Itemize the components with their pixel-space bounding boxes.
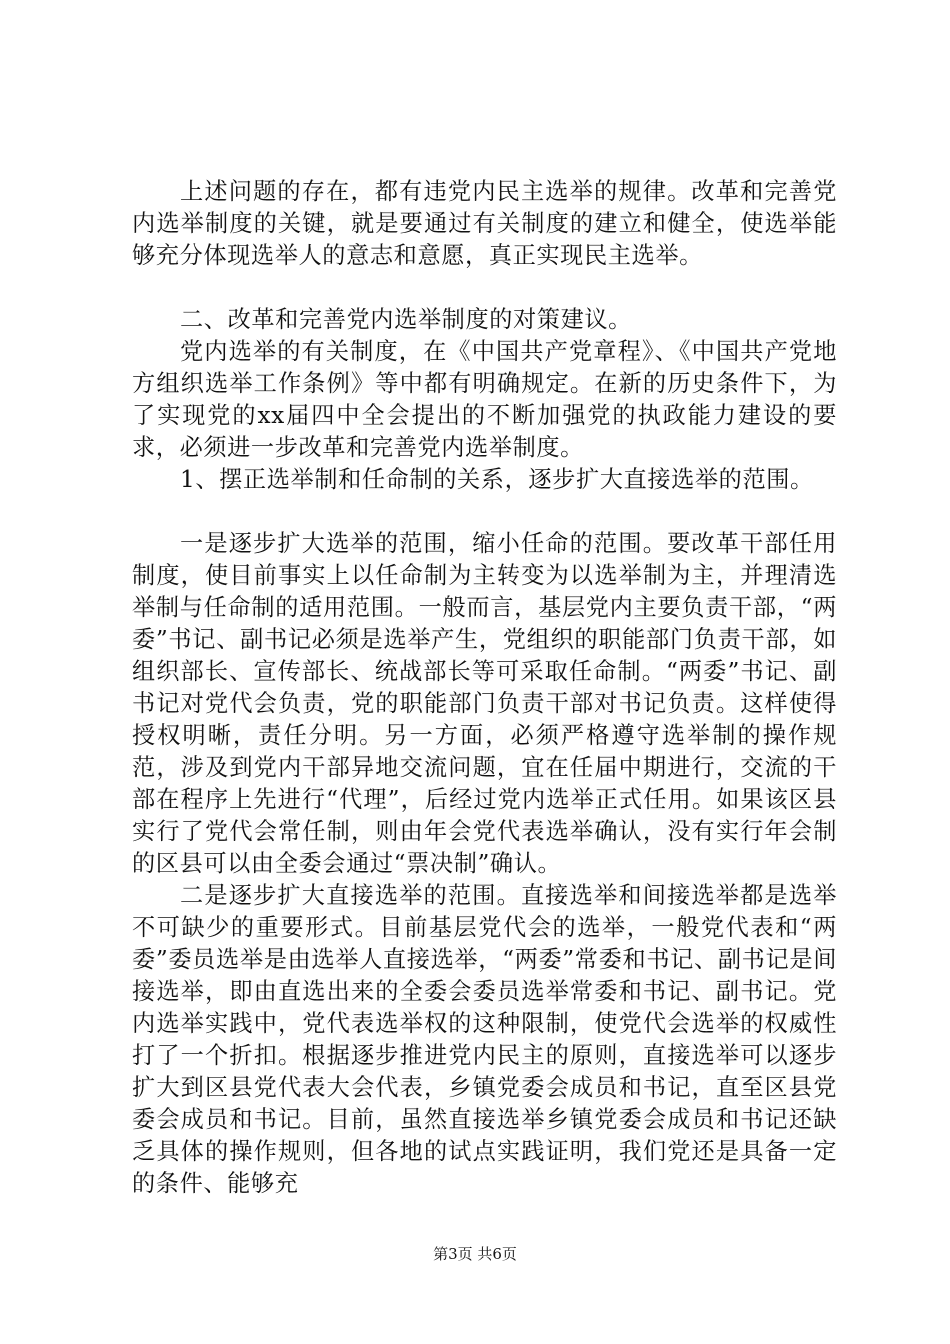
paragraph-problem-summary: 上述问题的存在，都有违党内民主选举的规律。改革和完善党内选举制度的关键，就是要通过有关制度的建立和健全，使选举能够充分体现选举人的意志和意愿，真正实现民主选举。 xyxy=(132,178,837,269)
section-heading-2: 二、改革和完善党内选举制度的对策建议。 xyxy=(180,306,632,333)
document-body xyxy=(132,176,837,1200)
paragraph-expand-election-scope: 一是逐步扩大选举的范围，缩小任命的范围。要改革干部任用制度，使目前事实上以任命制为主转变为以选举制为主，并理清选举制与任命制的适用范围。一般而言，基层党内主要负责干部，“两委”书记、副书记必须是选举产生，党组织的职能部门负责干部，如组织部长、宣传部长、统战部长等可采取任命制。“两委”书记、副书记对党代会负责，党的职能部门负责干部对书记负责。这样使得授权明晰，责任分明。另一方面，必须严格遵守选举制的操作规范，涉及到党内干部异地交流问题，宜在任届中期进行，交流的干部在程序上先进行“代理”，后经过党内选举正式任用。如果该区县实行了党代会常任制，则由年会党代表选举确认，没有实行年会制的区县可以由全委会通过“票决制”确认。 xyxy=(132,530,837,877)
paragraph-regulations: 党内选举的有关制度，在《中国共产党章程》、《中国共产党地方组织选举工作条例》等中都有明确规定。在新的历史条件下，为了实现党的xx届四中全会提出的不断加强党的执政能力建设的要求，必须进一步改革和完善党内选举制度。 xyxy=(132,338,837,461)
subsection-heading-1: 1、摆正选举制和任命制的关系，逐步扩大直接选举的范围。 xyxy=(180,466,814,493)
page-footer: 第3页 共6页 xyxy=(433,1245,517,1263)
paragraph-expand-direct-election: 二是逐步扩大直接选举的范围。直接选举和间接选举都是选举不可缺少的重要形式。目前基层党代会的选举，一般党代表和“两委”委员选举是由选举人直接选举，“两委”常委和书记、副书记是间接选举，即由直选出来的全委会委员选举常委和书记、副书记。党内选举实践中，党代表选举权的这种限制，使党代会选举的权威性打了一个折扣。根据逐步推进党内民主的原则，直接选举可以逐步扩大到区县党代表大会代表，乡镇党委会成员和书记，直至区县党委会成员和书记。目前，虽然直接选举乡镇党委会成员和书记还缺乏具体的操作规则，但各地的试点实践证明，我们党还是具备一定的条件、能够充 xyxy=(132,882,837,1197)
